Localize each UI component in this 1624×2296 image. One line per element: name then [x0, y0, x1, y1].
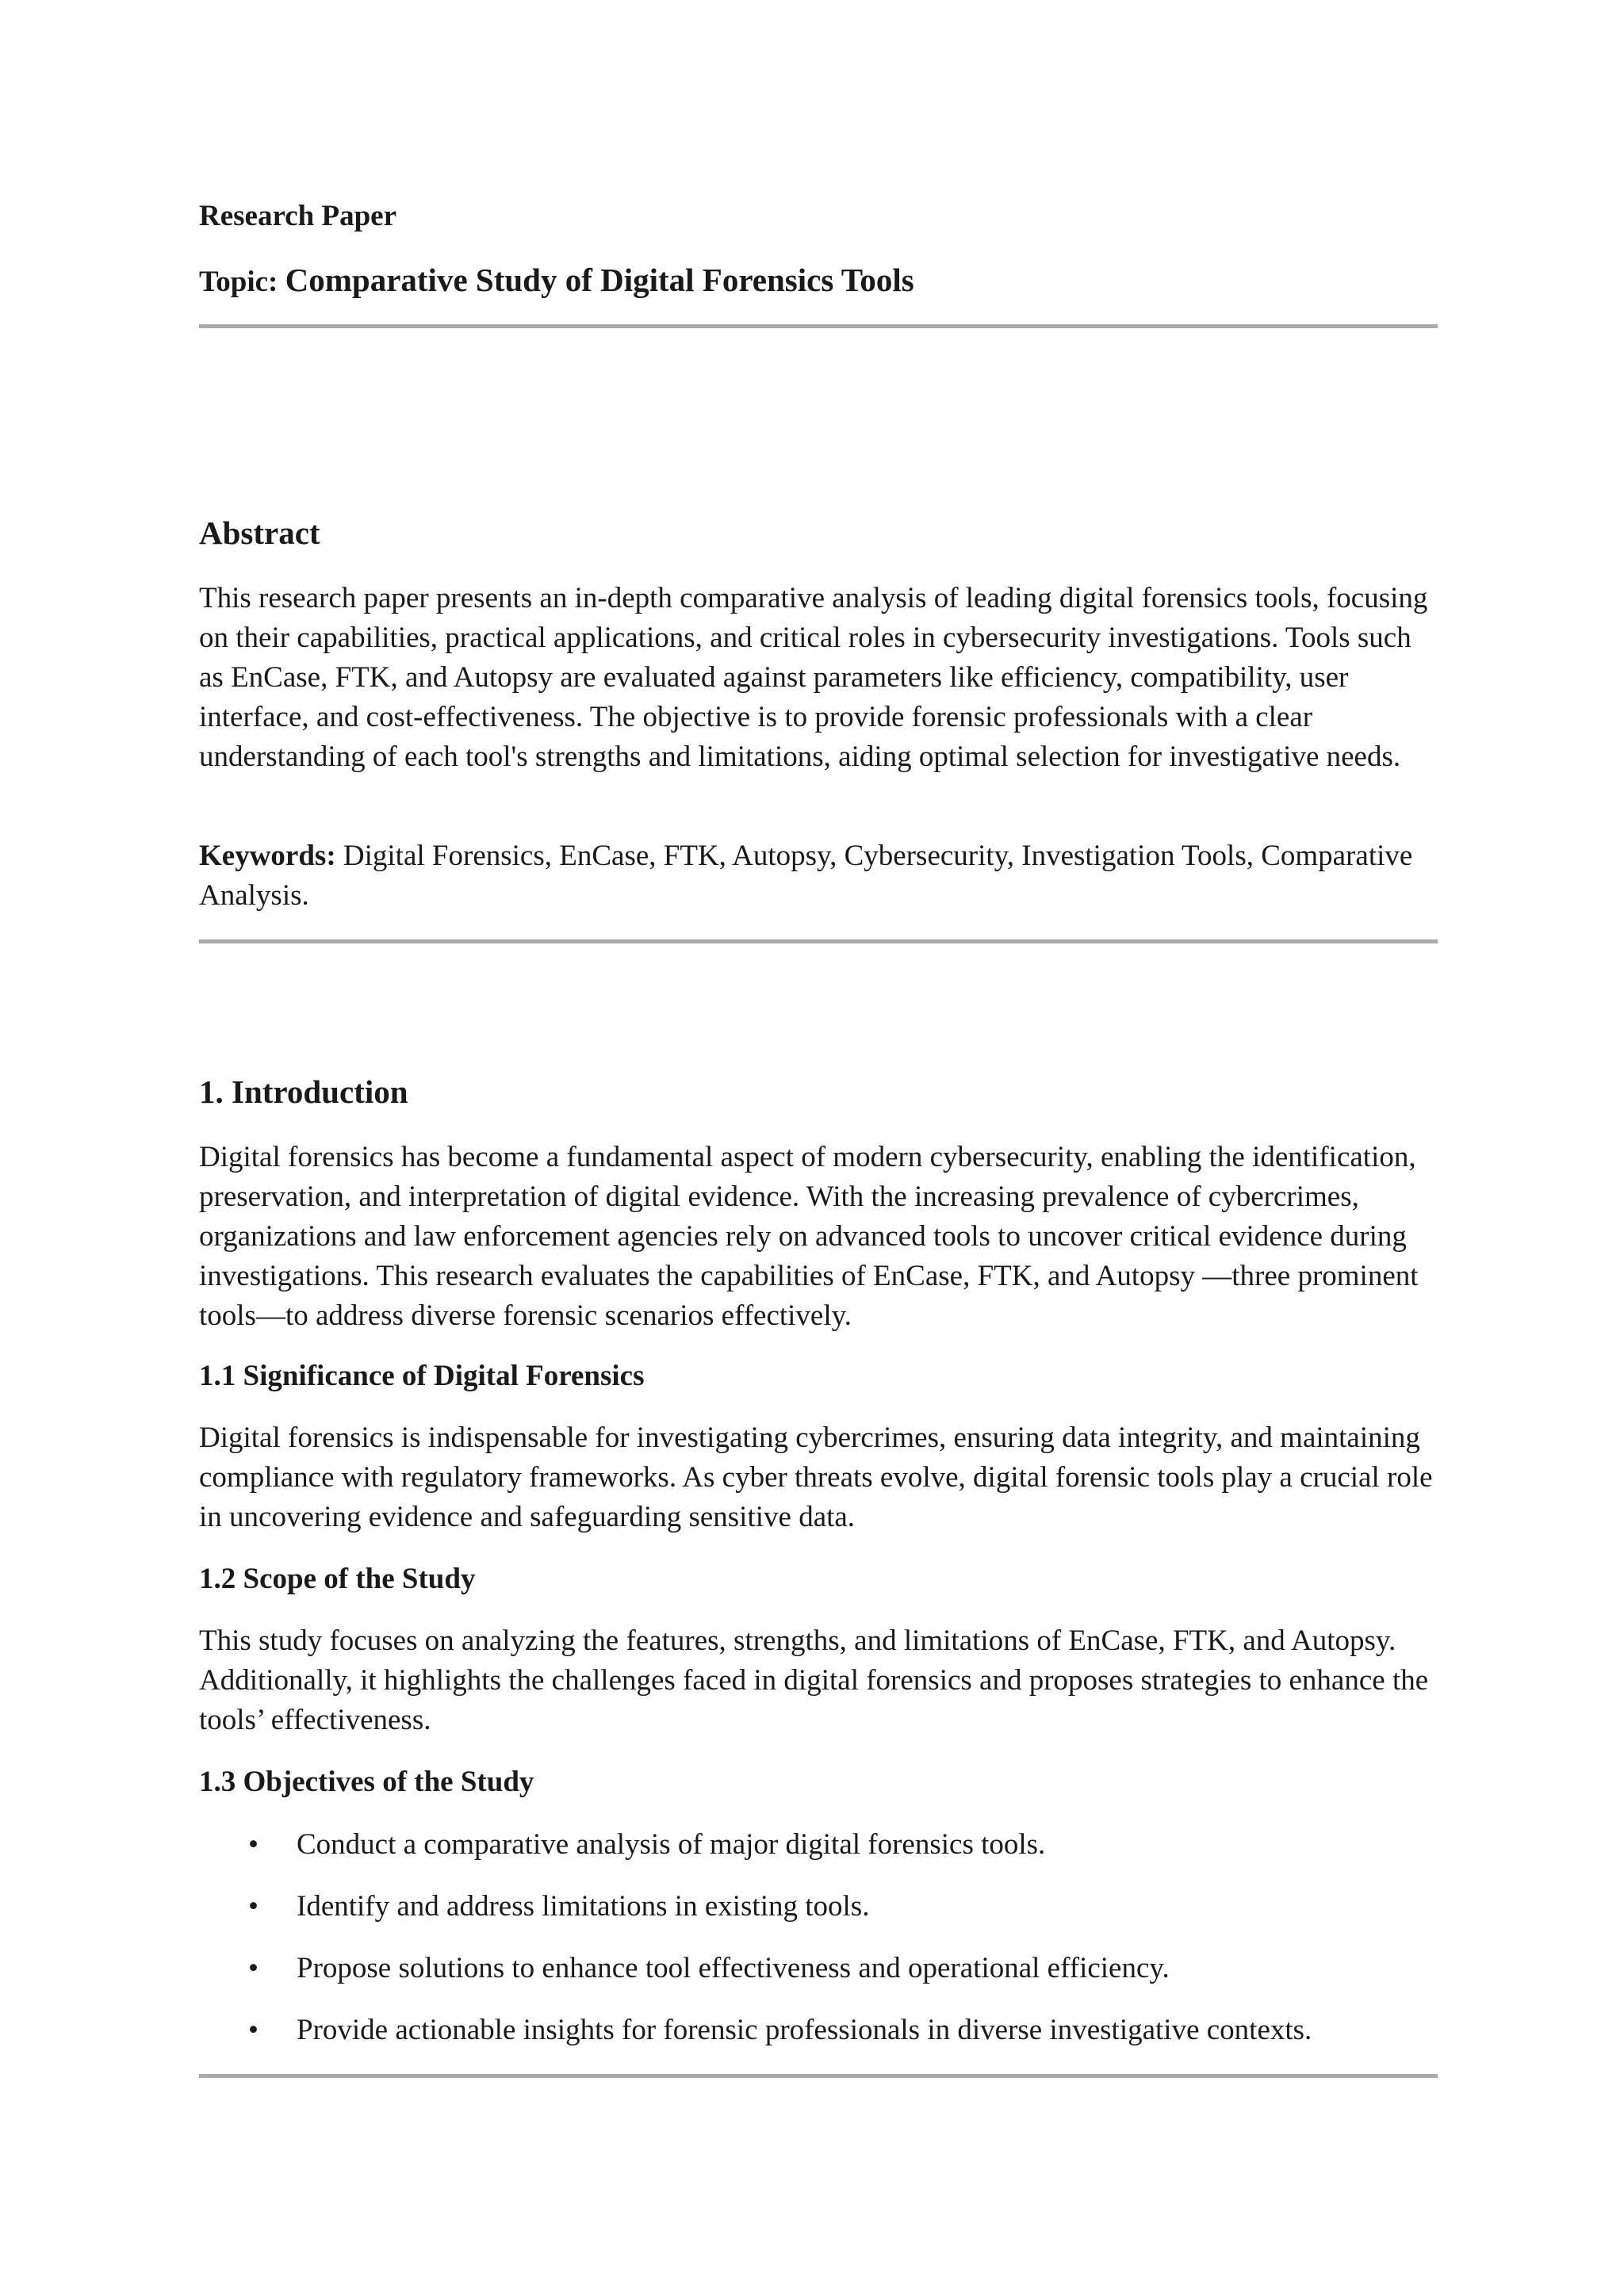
keywords-text: Digital Forensics, EnCase, FTK, Autopsy, Cybersecurity, Investigation Tools, Comparative Analysis.: [199, 840, 1413, 912]
abstract-divider: [199, 939, 1438, 943]
list-item: [199, 1887, 1438, 1927]
objectives-heading: 1.3 Objectives of the Study: [199, 1766, 534, 1798]
list-item: [199, 1825, 1438, 1865]
list-item-text: Propose solutions to enhance tool effectiveness and operational efficiency.: [297, 1952, 1170, 1984]
significance-heading: 1.1 Significance of Digital Forensics: [199, 1360, 645, 1392]
significance-body: Digital forensics is indispensable for investigating cybercrimes, ensuring data integrity, and maintaining compliance with regulatory frameworks. As cyber threats evolve, digital forensic tools play a crucial role in uncovering evidence and safeguarding sensitive data.: [199, 1422, 1433, 1533]
topic-prefix: Topic:: [199, 266, 278, 298]
bullet-icon: •: [248, 2014, 259, 2046]
introduction-divider: [199, 2074, 1438, 2078]
topic-heading: [199, 260, 1438, 300]
scope-heading: 1.2 Scope of the Study: [199, 1563, 476, 1595]
list-item: [199, 1949, 1438, 1988]
paper-label: [199, 198, 396, 235]
list-item: [199, 2011, 1438, 2050]
list-item-text: Provide actionable insights for forensic professionals in diverse investigative contexts.: [297, 2014, 1312, 2046]
bullet-icon: •: [248, 1890, 259, 1923]
abstract-body: This research paper presents an in-depth comparative analysis of leading digital forensics tools, focusing on their capabilities, practical applications, and critical roles in cybersecurity investigations. Tools such as EnCase, FTK, and Autopsy are evaluated against parameters like efficiency, compatibility, user interface, and cost-effectiveness. The objective is to provide forensic professionals with a clear understanding of each tool's strengths and limitations, aiding optimal selection for investigative needs.: [199, 582, 1428, 773]
header-divider: [199, 324, 1438, 328]
objectives-list: [199, 1825, 1438, 2050]
keywords-label: Keywords:: [199, 840, 336, 872]
introduction-heading: 1. Introduction: [199, 1073, 408, 1110]
abstract-heading: Abstract: [199, 515, 320, 551]
list-item-text: Identify and address limitations in existing tools.: [297, 1890, 870, 1923]
topic-title: Comparative Study of Digital Forensics Tools: [285, 262, 914, 298]
introduction-body: Digital forensics has become a fundamental aspect of modern cybersecurity, enabling the identification, preservation, and interpretation of digital evidence. With the increasing prevalence of cybercrimes, organizations and law enforcement agencies rely on advanced tools to uncover critical evidence during investigations. This research evaluates the capabilities of EnCase, FTK, and Autopsy —three prominent tools—to address diverse forensic scenarios effectively.: [199, 1141, 1419, 1332]
scope-body: This study focuses on analyzing the features, strengths, and limitations of EnCase, FTK, and Autopsy. Additionally, it highlights the challenges faced in digital forensics and proposes strategies to enhance the tools’ effectiveness.: [199, 1624, 1429, 1736]
list-item-text: Conduct a comparative analysis of major digital forensics tools.: [297, 1828, 1046, 1861]
bullet-icon: •: [248, 1952, 259, 1984]
topic-line: [199, 260, 1438, 300]
keywords-line: [199, 836, 1438, 916]
document-type-label: Research Paper: [199, 200, 396, 232]
bullet-icon: •: [248, 1828, 259, 1861]
